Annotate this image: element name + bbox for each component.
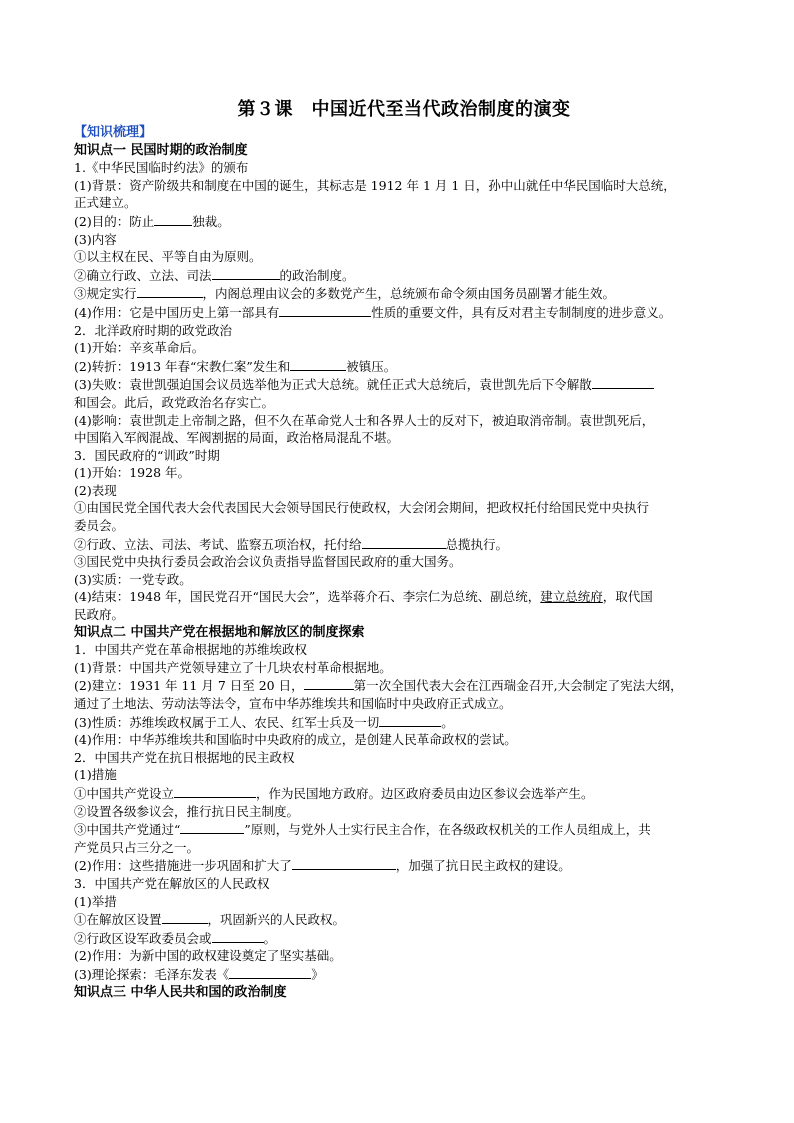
kp2-s3-m2 bbox=[74, 929, 734, 948]
kp1-s1-title: 1.《中华民国临时约法》的颁布 bbox=[74, 160, 249, 176]
text: ③规定实行 bbox=[74, 286, 137, 302]
text: (2)作用：这些措施进一步巩固和扩大了 bbox=[74, 858, 292, 874]
text: ②行政、立法、司法、考试、监察五项治权，托付给 bbox=[74, 536, 362, 552]
text: (4)作用：它是中国历史上第一部具有 bbox=[74, 304, 280, 320]
kp1-s3-title: 3．国民政府的“训政”时期 bbox=[74, 447, 220, 463]
kp1-s3-essence: (3)实质：一党专政。 bbox=[74, 571, 192, 587]
kp2-s2-effect bbox=[74, 856, 734, 875]
text: 独裁。 bbox=[192, 213, 230, 229]
text: ①在解放区设置 bbox=[74, 912, 162, 928]
kp3-heading: 知识点三 中华人民共和国的政治制度 bbox=[74, 984, 287, 1000]
text: (4)结束：1948 年，国民党召开“国民大会”，选举蒋介石、李宗仁为总统、副总统， bbox=[74, 589, 541, 605]
fill-blank[interactable] bbox=[279, 303, 371, 317]
fill-blank[interactable] bbox=[362, 535, 446, 549]
kp2-s2-measures: (1)措施 bbox=[74, 767, 117, 783]
fill-blank[interactable] bbox=[290, 357, 346, 371]
kp1-s2-impact: (4)影响：袁世凯走上帝制之路，但不久在革命党人士和各界人士的反对下，被迫取消帝制。袁世凯死后， bbox=[74, 412, 655, 428]
text: ，巩固新兴的人民政权。 bbox=[207, 912, 346, 928]
fill-blank[interactable] bbox=[180, 820, 244, 834]
fill-blank[interactable] bbox=[174, 784, 256, 798]
kp2-s3-measures: (1)举措 bbox=[74, 893, 117, 909]
kp1-s3-end-cont: 民政府。 bbox=[74, 607, 125, 623]
page-title: 第３课 中国近代至当代政治制度的演变 bbox=[237, 99, 571, 120]
kp1-s3-p1-cont: 委员会。 bbox=[74, 518, 125, 534]
kp1-s1-c1: ①以主权在民、平等自由为原则。 bbox=[74, 249, 262, 265]
kp1-s1-background-cont: 正式建立。 bbox=[74, 195, 137, 211]
kp2-s3-effect: (2)作用：为新中国的政权建设奠定了坚实基础。 bbox=[74, 948, 342, 964]
kp1-s3-show: (2)表现 bbox=[74, 482, 117, 498]
fill-blank[interactable] bbox=[212, 266, 280, 280]
text: (2)目的：防止 bbox=[74, 213, 155, 229]
kp2-s1-establish bbox=[74, 676, 734, 695]
text: ③中国共产党通过“ bbox=[74, 822, 181, 838]
kp1-s3-end bbox=[74, 588, 734, 606]
kp2-s3-title: 3．中国共产党在解放区的人民政权 bbox=[74, 875, 270, 891]
text: 。 bbox=[441, 714, 454, 730]
text: 总揽执行。 bbox=[445, 536, 509, 552]
kp2-s2-m3 bbox=[74, 820, 734, 839]
kp1-s2-impact-cont: 中国陷入军阀混战、军阀割据的局面，政治格局混乱不堪。 bbox=[74, 430, 400, 446]
text: ①中国共产党设立 bbox=[74, 785, 175, 801]
kp1-s1-background: (1)背景：资产阶级共和制度在中国的诞生，其标志是 1912 年 1 月 1 日，孙中山就任中华民国临时大总统， bbox=[74, 177, 676, 193]
kp1-s1-c2 bbox=[74, 266, 734, 285]
fill-blank[interactable] bbox=[292, 856, 396, 870]
kp2-s1-background: (1)背景：中国共产党领导建立了十几块农村革命根据地。 bbox=[74, 659, 392, 675]
kp1-s1-content: (3)内容 bbox=[74, 231, 117, 247]
fill-blank[interactable] bbox=[379, 713, 441, 727]
text: ，加强了抗日民主政权的建设。 bbox=[395, 858, 571, 874]
document-page bbox=[74, 96, 734, 1001]
kp2-s1-establish-cont: 通过了土地法、劳动法等法令，宣布中华苏维埃共和国临时中央政府正式成立。 bbox=[74, 696, 512, 711]
fill-blank[interactable] bbox=[154, 212, 192, 226]
kp2-heading: 知识点二 中国共产党在根据地和解放区的制度探索 bbox=[74, 624, 365, 640]
text: 。 bbox=[263, 930, 277, 946]
text: ，作为民国地方政府。边区政府委员由边区参议会选举产生。 bbox=[256, 785, 594, 801]
text: 第一次全国代表大会在江西瑞金召开,大会制定了宪法大纲， bbox=[353, 678, 683, 694]
text: (3)失败：袁世凯强迫国会议员选举他为正式大总统。就任正式大总统后，袁世凯先后下令解散 bbox=[74, 377, 592, 393]
kp1-s2-title: 2．北洋政府时期的政党政治 bbox=[74, 322, 232, 338]
text: ②确立行政、立法、司法 bbox=[74, 267, 212, 283]
text: 性质的重要文件，具有反对君主专制制度的进步意义。 bbox=[371, 304, 672, 320]
kp2-s1-nature bbox=[74, 713, 734, 732]
kp1-s3-p1: ①由国民党全国代表大会代表国民大会领导国民行使政权，大会闭会期间，把政权托付给国民党中央执行 bbox=[74, 500, 650, 516]
text: ②行政区设军政委员会或 bbox=[74, 930, 212, 946]
kp1-s1-effect bbox=[74, 303, 734, 322]
text: ，取代国 bbox=[602, 589, 653, 605]
text: (3)性质：苏维埃政权属于工人、农民、红军士兵及一切 bbox=[74, 714, 380, 730]
fill-blank[interactable] bbox=[592, 375, 654, 389]
fill-blank[interactable] bbox=[229, 965, 311, 979]
text: 》 bbox=[311, 966, 324, 982]
kp2-s1-effect: (4)作用：中华苏维埃共和国临时中央政府的成立，是创建人民革命政权的尝试。 bbox=[74, 732, 517, 748]
text: (3)理论探索：毛泽东发表《 bbox=[74, 966, 230, 982]
underlined-text: 建立总统府 bbox=[540, 589, 603, 605]
kp2-s2-m1 bbox=[74, 784, 734, 803]
fill-blank[interactable] bbox=[162, 910, 208, 924]
kp2-s3-theory bbox=[74, 965, 734, 984]
kp1-s3-p3: ③国民党中央执行委员会政治会议负责指导监督国民政府的重大国务。 bbox=[74, 554, 462, 570]
text: 的政治制度。 bbox=[279, 267, 355, 283]
kp2-s3-m1 bbox=[74, 910, 734, 929]
kp2-s2-m2: ②设置各级参议会，推行抗日民主制度。 bbox=[74, 803, 300, 819]
kp1-s1-c3 bbox=[74, 284, 734, 303]
kp1-s1-aim bbox=[74, 212, 734, 231]
fill-blank[interactable] bbox=[212, 929, 264, 943]
section-tag: 【知识梳理】 bbox=[74, 125, 153, 140]
kp1-s2-fail bbox=[74, 375, 734, 394]
kp2-s1-title: 1．中国共产党在革命根据地的苏维埃政权 bbox=[74, 642, 307, 658]
text: ”原则，与党外人士实行民主合作，在各级政权机关的工作人员组成上，共 bbox=[244, 822, 651, 838]
kp2-s2-title: 2．中国共产党在抗日根据地的民主政权 bbox=[74, 749, 295, 765]
kp1-s2-start: (1)开始：辛亥革命后。 bbox=[74, 340, 205, 356]
text: (2)转折：1913 年春“宋教仁案”发生和 bbox=[74, 358, 291, 374]
kp1-s2-turn bbox=[74, 357, 734, 376]
text: ，内阁总理由议会的多数党产生，总统颁布命令须由国务员副署才能生效。 bbox=[202, 286, 616, 302]
kp1-s3-start: (1)开始：1928 年。 bbox=[74, 465, 190, 481]
kp1-s2-fail-cont: 和国会。此后，政党政治名存实亡。 bbox=[74, 394, 275, 410]
text: (2)建立：1931 年 11 月 7 日至 20 日， bbox=[74, 678, 304, 694]
fill-blank[interactable] bbox=[137, 284, 203, 298]
kp1-s3-p2 bbox=[74, 535, 734, 554]
kp1-heading: 知识点一 民国时期的政治制度 bbox=[74, 142, 248, 158]
kp2-s2-m3-cont: 产党员只占三分之一。 bbox=[74, 839, 200, 855]
text: 被镇压。 bbox=[346, 358, 397, 374]
fill-blank[interactable] bbox=[304, 676, 354, 690]
